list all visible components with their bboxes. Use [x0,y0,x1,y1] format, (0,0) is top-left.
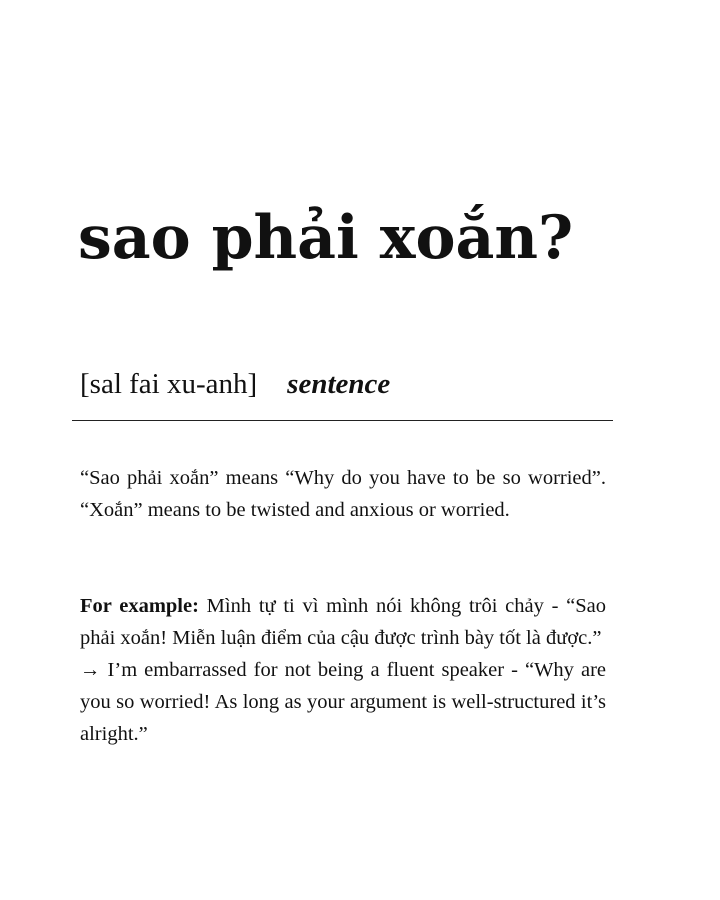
example-english [80,654,606,750]
arrow-icon: → [80,659,101,681]
example-vietnamese-text: Mình tự ti vì mình nói không trôi chảy - “Sao phải xoắn! Miễn luận điểm của cậu được trình bày tốt là được.” [80,595,606,649]
example-english-text: I’m embarrassed for not being a fluent speaker - “Why are you so worried! As long as your argument is well-structured it’s alright.” [80,659,606,745]
definition-text: “Sao phải xoắn” means “Why do you have to be so worried”. “Xoắn” means to be twisted and anxious or worried. [80,467,606,521]
example-label: For example: [80,595,199,617]
example-vietnamese [80,590,606,654]
pronunciation: [sal fai xu-anh] [80,368,258,400]
example-block [80,590,606,750]
divider [72,420,613,421]
definition-paragraph [80,462,606,526]
pronunciation-line [80,364,390,404]
headword: sao phải xoắn? [78,203,574,273]
part-of-speech: sentence [287,368,391,400]
